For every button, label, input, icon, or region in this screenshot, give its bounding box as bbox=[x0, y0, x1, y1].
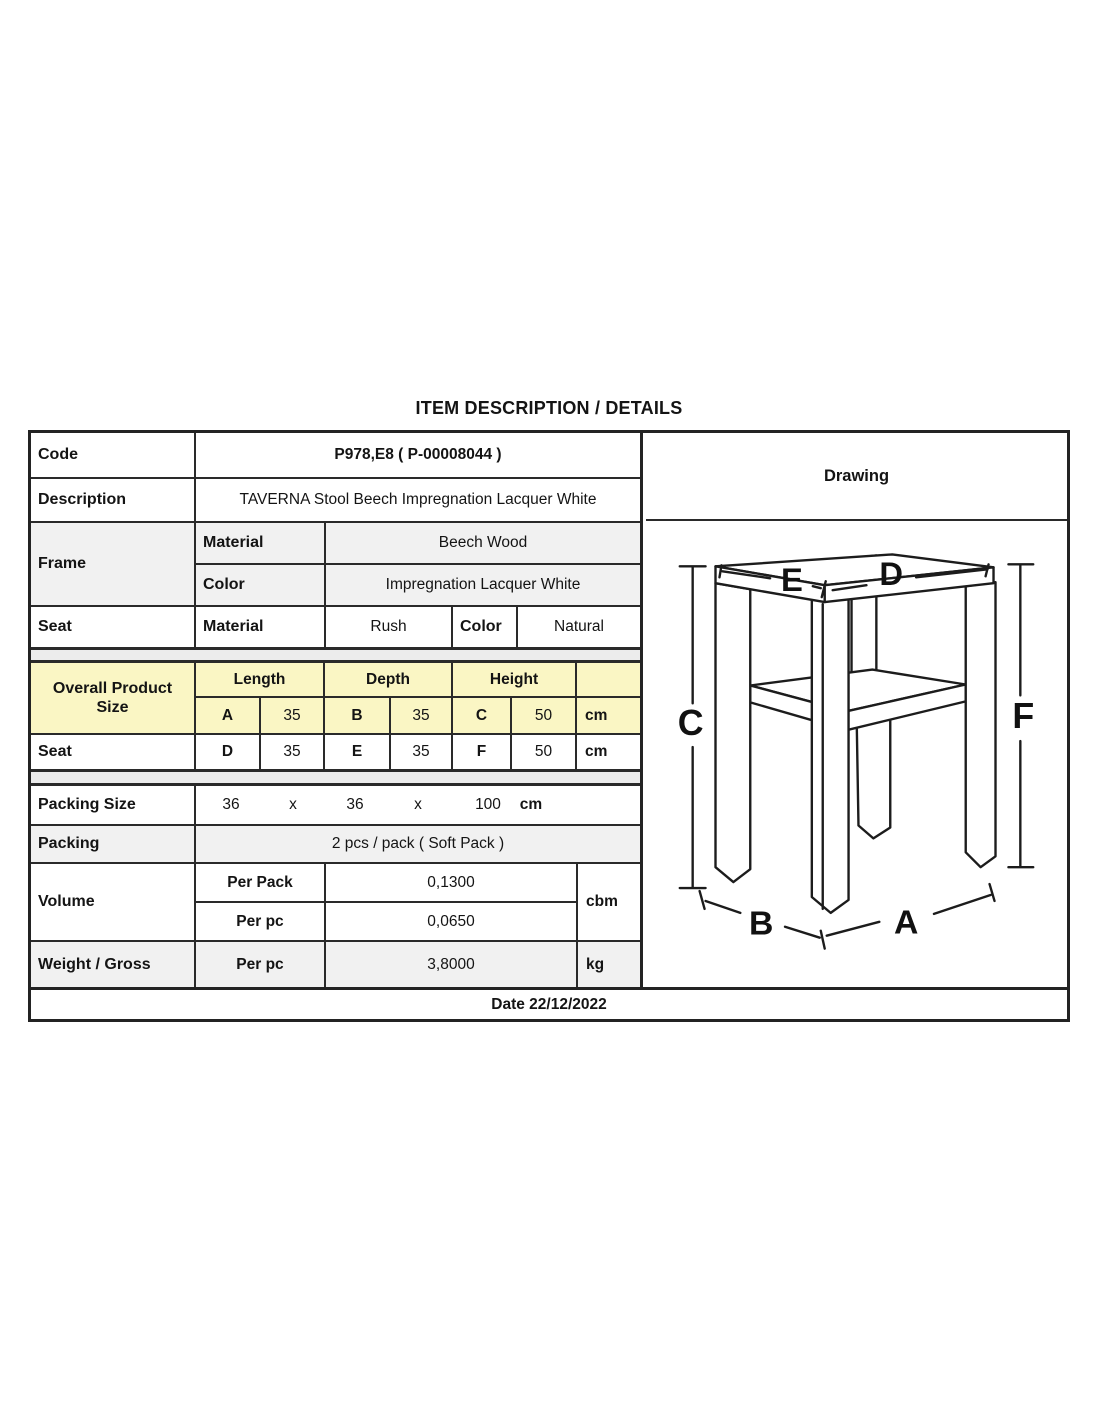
frame-material-row bbox=[196, 523, 640, 565]
depth-header: Depth bbox=[325, 663, 453, 696]
seat-size-label: Seat bbox=[31, 735, 196, 769]
dim-e-value: 35 bbox=[391, 735, 453, 769]
packing-dim2: 36 bbox=[346, 796, 364, 813]
overall-size-unit: cm bbox=[585, 706, 608, 724]
spacer-row bbox=[31, 650, 640, 663]
volume-section bbox=[31, 864, 640, 942]
page-title: ITEM DESCRIPTION / DETAILS bbox=[415, 398, 683, 418]
details-table bbox=[28, 430, 1070, 1022]
stool-front-leg bbox=[812, 598, 849, 913]
description-label: Description bbox=[31, 479, 196, 521]
seat-size-row bbox=[31, 735, 640, 772]
code-value: P978,E8 ( P-00008044 ) bbox=[334, 446, 502, 463]
dim-c-value: 50 bbox=[512, 698, 577, 733]
description-row bbox=[31, 479, 640, 523]
frame-section bbox=[31, 523, 640, 607]
dim-b-value: 35 bbox=[391, 698, 453, 733]
packing-size-unit: cm bbox=[519, 796, 543, 813]
packing-sep1: x bbox=[289, 796, 297, 813]
stool-left-leg bbox=[716, 583, 751, 882]
date-row bbox=[31, 987, 1067, 1019]
volume-unit: cbm bbox=[586, 893, 618, 910]
dim-label-e: E bbox=[781, 561, 803, 599]
drawing-section bbox=[646, 433, 1067, 987]
seat-material-label: Material bbox=[196, 607, 326, 647]
packing-label: Packing bbox=[31, 826, 196, 862]
volume-per-pack-value: 0,1300 bbox=[427, 873, 475, 891]
code-row bbox=[31, 433, 640, 479]
height-header: Height bbox=[453, 663, 577, 696]
seat-row bbox=[31, 607, 640, 650]
weight-per-pc-value: 3,8000 bbox=[326, 942, 578, 987]
dim-label-b: B bbox=[748, 904, 774, 943]
dim-label-f: F bbox=[1012, 696, 1035, 737]
packing-dim3: 100 bbox=[475, 796, 501, 813]
dim-c-key: C bbox=[453, 698, 512, 733]
code-label: Code bbox=[31, 433, 196, 477]
volume-per-pc-row bbox=[196, 903, 576, 940]
overall-size-values-row bbox=[196, 698, 640, 733]
dim-d-value: 35 bbox=[261, 735, 325, 769]
weight-per-pc-label: Per pc bbox=[196, 942, 326, 987]
packing-size-label: Packing Size bbox=[31, 786, 196, 824]
dim-f-key: F bbox=[453, 735, 512, 769]
seat-size-unit: cm bbox=[585, 743, 608, 760]
stool-drawing bbox=[646, 523, 1067, 987]
overall-size-section bbox=[31, 663, 640, 735]
dim-label-a: A bbox=[893, 903, 919, 942]
volume-per-pc-label: Per pc bbox=[196, 903, 326, 940]
frame-label: Frame bbox=[31, 523, 196, 605]
length-header: Length bbox=[196, 663, 325, 696]
packing-sep2: x bbox=[414, 796, 422, 813]
date-value: Date 22/12/2022 bbox=[491, 995, 607, 1013]
frame-material-label: Material bbox=[196, 523, 326, 563]
seat-material-value: Rush bbox=[326, 607, 453, 647]
weight-unit: kg bbox=[586, 955, 605, 973]
dim-a-key: A bbox=[196, 698, 261, 733]
packing-dim1: 36 bbox=[222, 796, 240, 813]
spacer-row bbox=[31, 772, 640, 786]
overall-size-label: Overall Product Size bbox=[31, 663, 196, 733]
drawing-header: Drawing bbox=[646, 433, 1067, 521]
unit-header-empty bbox=[577, 663, 640, 696]
seat-color-value: Natural bbox=[554, 618, 604, 635]
volume-per-pack-label: Per Pack bbox=[196, 864, 326, 901]
packing-size-values bbox=[196, 786, 640, 824]
packing-value: 2 pcs / pack ( Soft Pack ) bbox=[331, 835, 505, 852]
seat-label: Seat bbox=[31, 607, 196, 647]
volume-per-pc-value: 0,0650 bbox=[427, 912, 475, 930]
dim-f-value: 50 bbox=[512, 735, 577, 769]
dim-b-key: B bbox=[325, 698, 391, 733]
weight-row bbox=[31, 942, 640, 987]
dim-d-key: D bbox=[196, 735, 261, 769]
seat-color-label: Color bbox=[453, 607, 518, 647]
size-header-row bbox=[196, 663, 640, 698]
weight-label: Weight / Gross bbox=[31, 942, 196, 987]
dim-label-c: C bbox=[677, 703, 704, 744]
volume-per-pack-row bbox=[196, 864, 576, 903]
packing-size-row bbox=[31, 786, 640, 826]
dim-a-value: 35 bbox=[261, 698, 325, 733]
description-value: TAVERNA Stool Beech Impregnation Lacquer White bbox=[239, 491, 597, 508]
frame-color-label: Color bbox=[196, 565, 326, 605]
volume-label: Volume bbox=[31, 864, 196, 940]
frame-color-value: Impregnation Lacquer White bbox=[385, 576, 581, 593]
dim-e-key: E bbox=[325, 735, 391, 769]
packing-row bbox=[31, 826, 640, 864]
stool-right-leg bbox=[966, 582, 996, 867]
frame-color-row bbox=[196, 565, 640, 605]
dim-label-d: D bbox=[879, 555, 904, 593]
details-left-section bbox=[31, 433, 643, 987]
frame-material-value: Beech Wood bbox=[438, 534, 528, 551]
stool-line-drawing bbox=[646, 523, 1067, 987]
